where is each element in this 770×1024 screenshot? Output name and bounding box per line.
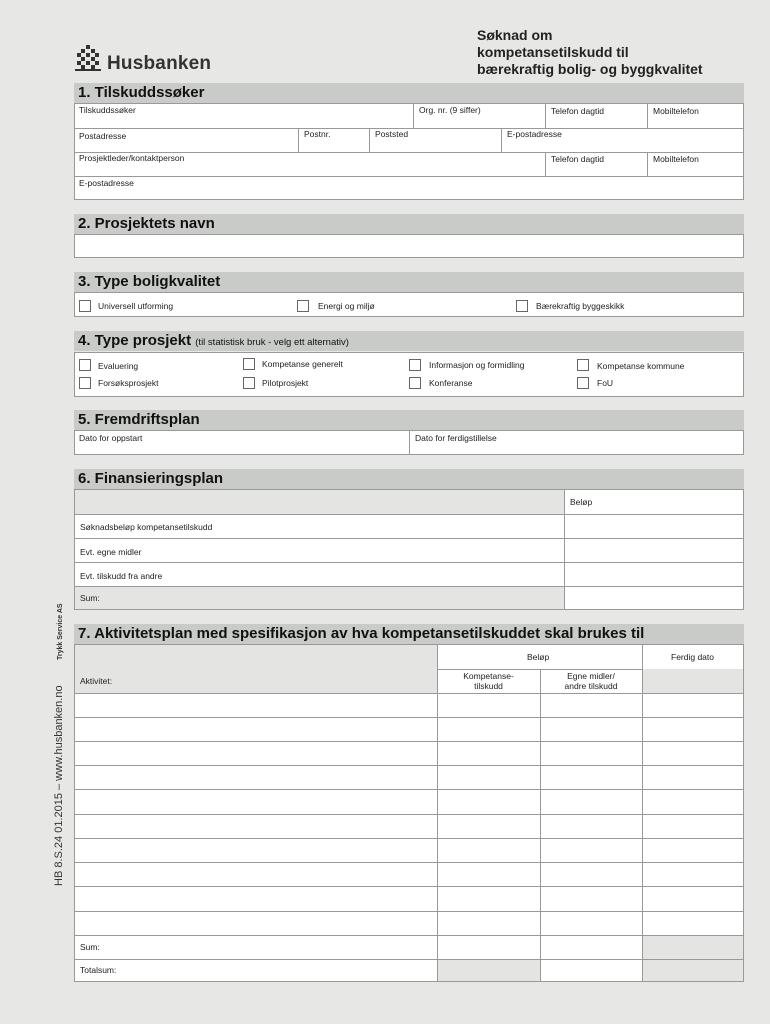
checkbox-kompetanse-generelt[interactable]: [243, 358, 255, 370]
section-4-subtitle: (til statistisk bruk - velg ett alternativ): [195, 337, 349, 348]
field-mobiltelefon[interactable]: Mobiltelefon: [653, 106, 699, 116]
checkbox-evaluering[interactable]: [79, 359, 91, 371]
section-6-heading: 6. Finansieringsplan: [74, 469, 744, 489]
field-e-postadresse[interactable]: E-postadresse: [507, 129, 562, 139]
row-tilskudd-andre: Evt. tilskudd fra andre: [80, 571, 163, 581]
field-mobiltelefon-2[interactable]: Mobiltelefon: [653, 154, 699, 164]
egne-line-2: andre tilskudd: [564, 681, 618, 691]
field-telefon-dagtid[interactable]: Telefon dagtid: [551, 106, 604, 116]
checkbox-fou[interactable]: [577, 377, 589, 389]
field-dato-oppstart[interactable]: Dato for oppstart: [79, 433, 143, 443]
finansieringsplan-table: [74, 489, 744, 610]
checkbox-pilotprosjekt[interactable]: [243, 377, 255, 389]
input-egne-midler[interactable]: [565, 539, 743, 562]
field-postadresse[interactable]: Postadresse: [79, 131, 127, 141]
field-prosjektets-navn[interactable]: [74, 234, 744, 258]
option-energi-og-miljo: Energi og miljø: [318, 301, 375, 311]
header-ferdig-dato: Ferdig dato: [671, 652, 714, 662]
title-line-2: kompetansetilskudd til: [477, 44, 629, 60]
field-postnr[interactable]: Postnr.: [304, 129, 331, 139]
checkbox-energi-og-miljo[interactable]: [297, 300, 309, 312]
header-egne-midler: [540, 671, 642, 691]
checkbox-konferanse[interactable]: [409, 377, 421, 389]
section-2-heading: 2. Prosjektets navn: [74, 214, 744, 234]
checkbox-forsoksprosjekt[interactable]: [79, 377, 91, 389]
checkbox-informasjon-og-formidling[interactable]: [409, 359, 421, 371]
row-totalsum-label: Totalsum:: [80, 965, 117, 975]
option-evaluering: Evaluering: [98, 361, 139, 371]
header-kompetansetilskudd: [437, 671, 540, 691]
section-7-heading: 7. Aktivitetsplan med spesifikasjon av hva kompetansetilskuddet skal brukes til: [74, 624, 744, 644]
field-prosjektleder[interactable]: Prosjektleder/kontaktperson: [79, 153, 185, 163]
title-line-3: bærekraftig bolig- og byggkvalitet: [477, 61, 703, 77]
section-4-heading: [74, 331, 744, 351]
input-tilskudd-andre[interactable]: [565, 563, 743, 586]
section-5-box: [74, 430, 744, 455]
husbanken-logo: [74, 44, 212, 74]
belop-header: Beløp: [570, 497, 593, 507]
option-kompetanse-kommune: Kompetanse kommune: [597, 361, 685, 371]
row-sum-label: Sum:: [80, 942, 100, 952]
form-title: [477, 27, 703, 78]
field-e-postadresse-2[interactable]: E-postadresse: [79, 178, 134, 188]
option-kompetanse-generelt: Kompetanse generelt: [262, 359, 343, 369]
section-4-box: [74, 352, 744, 397]
egne-line-1: Egne midler/: [567, 671, 615, 681]
checkbox-universell-utforming[interactable]: [79, 300, 91, 312]
option-pilotprosjekt: Pilotprosjekt: [262, 378, 309, 388]
section-4-title: 4. Type prosjekt: [78, 332, 192, 349]
form-code-side-text: HB 8.S.24 01.2015 – www.husbanken.no: [53, 685, 65, 886]
row-sum: Sum:: [80, 593, 100, 603]
section-1-heading: 1. Tilskuddssøker: [74, 83, 744, 103]
printer-side-text: Trykk Service AS: [57, 603, 64, 660]
header-belop: Beløp: [527, 652, 550, 662]
aktivitetsplan-table: [74, 644, 744, 982]
section-5-heading: 5. Fremdriftsplan: [74, 410, 744, 430]
input-sum[interactable]: [565, 587, 743, 609]
title-line-1: Søknad om: [477, 27, 553, 43]
section-3-heading: 3. Type boligkvalitet: [74, 272, 744, 292]
input-soknadsbelop[interactable]: [565, 515, 743, 538]
field-org-nr[interactable]: Org. nr. (9 siffer): [419, 105, 481, 115]
option-baerekraftig-byggeskikk: Bærekraftig byggeskikk: [536, 301, 625, 311]
checkbox-baerekraftig-byggeskikk[interactable]: [516, 300, 528, 312]
komp-line-1: Kompetanse-: [463, 671, 514, 681]
komp-line-2: tilskudd: [474, 681, 503, 691]
option-fou: FoU: [597, 378, 614, 388]
header-aktivitet: Aktivitet:: [80, 676, 113, 686]
field-telefon-dagtid-2[interactable]: Telefon dagtid: [551, 154, 604, 164]
option-forsoksprosjekt: Forsøksprosjekt: [98, 378, 159, 388]
field-poststed[interactable]: Poststed: [375, 129, 409, 139]
option-informasjon-og-formidling: Informasjon og formidling: [429, 360, 525, 370]
checkbox-kompetanse-kommune[interactable]: [577, 359, 589, 371]
option-universell-utforming: Universell utforming: [98, 301, 174, 311]
option-konferanse: Konferanse: [429, 378, 473, 388]
row-soknadsbelop: Søknadsbeløp kompetansetilskudd: [80, 522, 213, 532]
row-egne-midler: Evt. egne midler: [80, 547, 142, 557]
section-1-box: [74, 103, 744, 200]
section-3-box: [74, 292, 744, 317]
husbanken-logo-icon: [74, 44, 102, 72]
field-dato-ferdigstillelse[interactable]: Dato for ferdigstillelse: [415, 433, 497, 443]
field-tilskuddssoker[interactable]: Tilskuddssøker: [79, 105, 136, 115]
logo-text: Husbanken: [107, 53, 212, 74]
